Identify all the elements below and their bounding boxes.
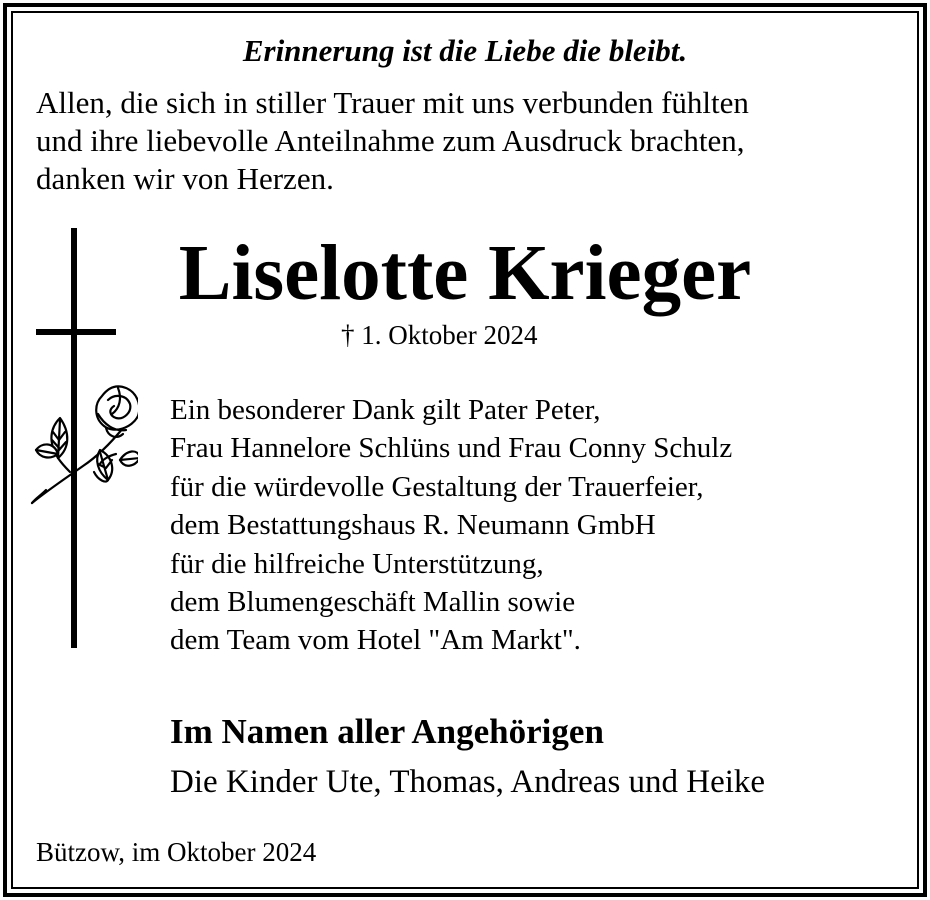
thanks-paragraph <box>170 391 732 660</box>
death-date: † 1. Oktober 2024 <box>341 320 538 350</box>
intro-line: und ihre liebevolle Anteilnahme zum Ausdruck brachten, <box>36 123 745 158</box>
thanks-line: dem Team vom Hotel "Am Markt". <box>170 624 581 657</box>
deceased-name: Liselotte Krieger <box>178 230 752 317</box>
signature-names: Die Kinder Ute, Thomas, Andreas und Heike <box>170 764 766 800</box>
intro-paragraph <box>36 84 896 198</box>
intro-line: Allen, die sich in stiller Trauer mit uns verbunden fühlten <box>36 85 749 120</box>
thanks-line: für die hilfreiche Unterstützung, <box>170 547 544 580</box>
signature-heading: Im Namen aller Angehörigen <box>170 712 604 751</box>
thanks-line: dem Blumengeschäft Mallin sowie <box>170 586 576 619</box>
place-date: Bützow, im Oktober 2024 <box>36 837 317 867</box>
thanks-line: Ein besonderer Dank gilt Pater Peter, <box>170 394 601 426</box>
thanks-line: Frau Hannelore Schlüns und Frau Conny Schulz <box>170 432 733 465</box>
cross-icon <box>36 228 116 648</box>
rose-icon <box>32 386 138 503</box>
thanks-line: für die würdevolle Gestaltung der Trauerfeier, <box>170 470 704 503</box>
thanks-line: dem Bestattungshaus R. Neumann GmbH <box>170 509 656 542</box>
intro-line: danken wir von Herzen. <box>36 161 334 196</box>
motto-heading: Erinnerung ist die Liebe die bleibt. <box>242 33 688 68</box>
cross-with-rose <box>28 228 138 653</box>
